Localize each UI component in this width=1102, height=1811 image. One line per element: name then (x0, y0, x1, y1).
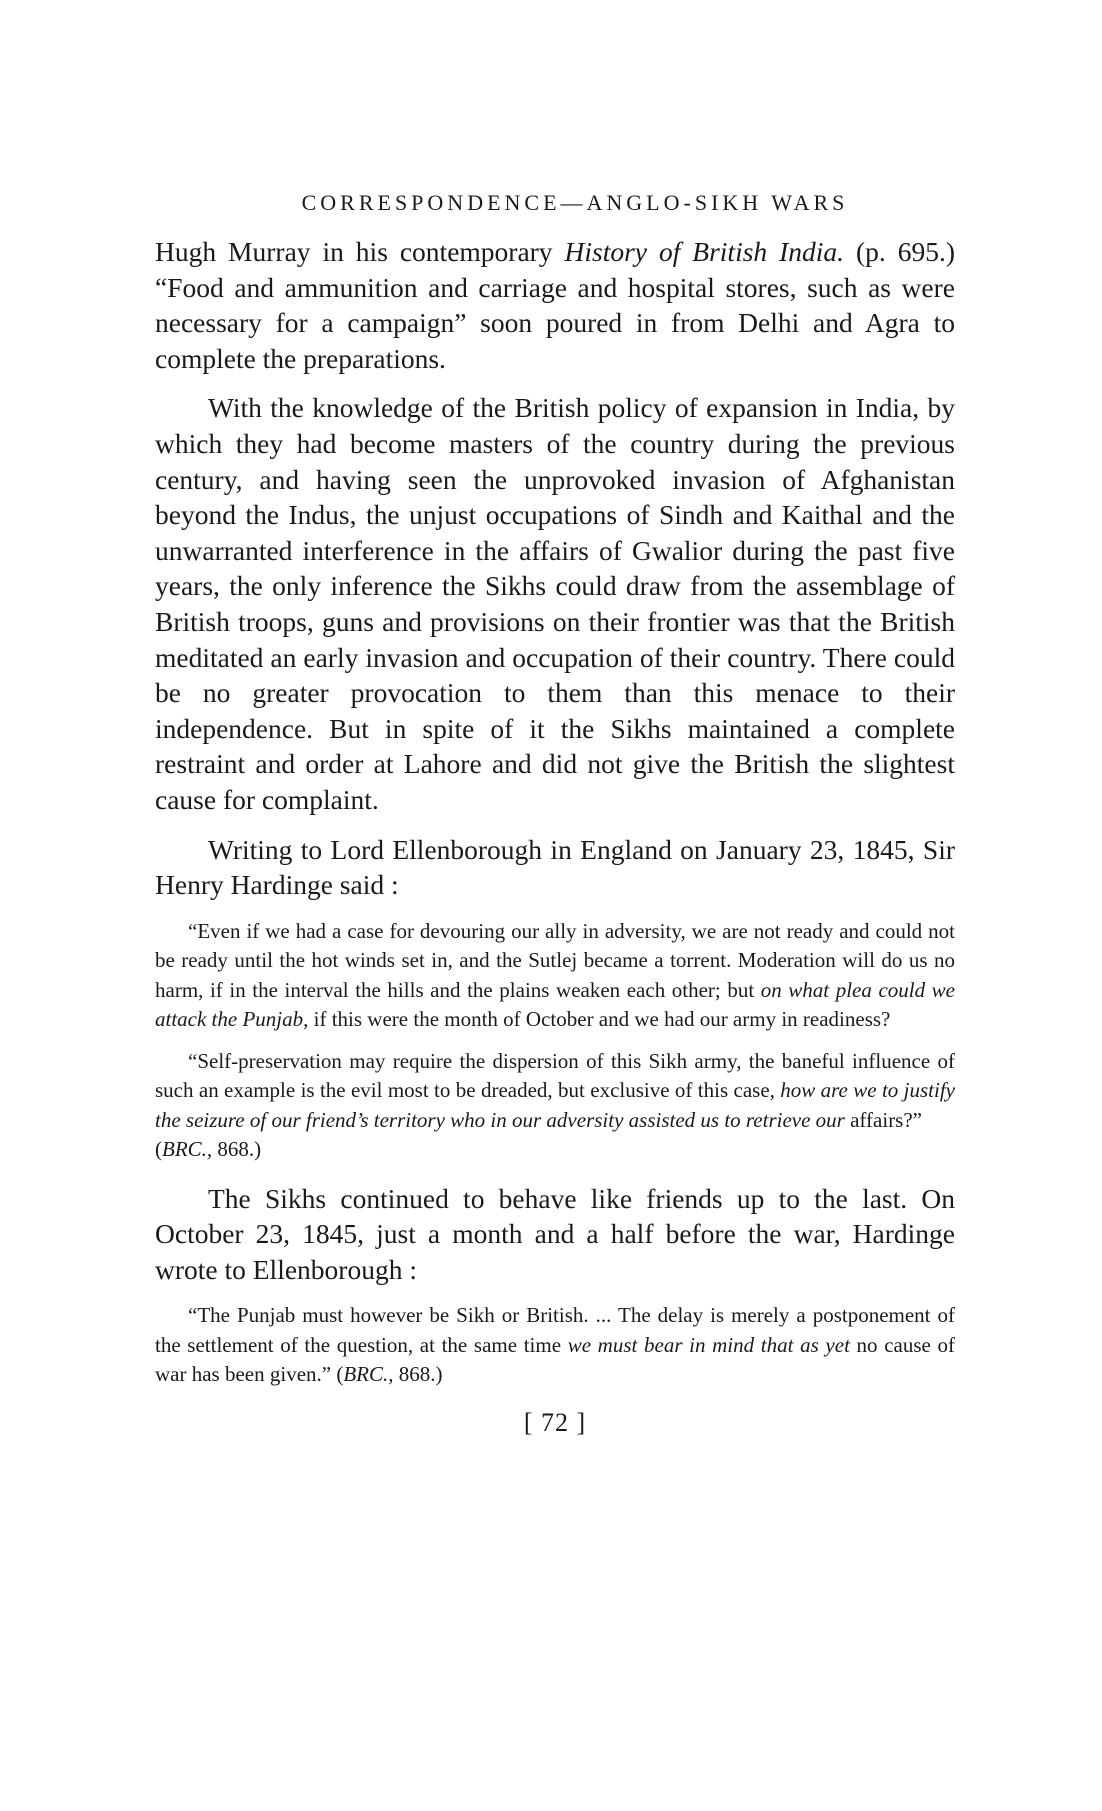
quote1-pre: “Even if we had a case for devouring our ally in adversity, we are not ready and could not be ready until the hot winds set in, and the Sutlej became a torrent. Moderation will do us no harm, if in the interval the hills and the plains weaken each other; but (155, 918, 955, 1002)
para1-post: (p. 695.) “Food and ammunition and carriage and hospital stores, such as were necessary for a campaign” soon poured in from Delhi and Agra to complete the preparations. (155, 236, 956, 374)
quote3-post: no cause of war has been given.” ( (155, 1332, 955, 1387)
quote-2 (155, 1047, 955, 1165)
paragraph-2: With the knowledge of the British policy of expansion in India, by which they had become masters of the country during the previous century, and having seen the unprovoked invasion of Afghanistan beyond the Indus, the unjust occupations of Sindh and Kaithal and the unwarranted interference in the affairs of Gwalior during the past five years, the only inference the Sikhs could draw from the assemblage of British troops, guns and provisions on their frontier was that the British meditated an early invasion and occupation of their country. There could be no greater provocation to them than this menace to their independence. But in spite of it the Sikhs maintained a complete restraint and order at Lahore and did not give the British the slightest cause for complaint. (155, 392, 955, 815)
quote-3 (155, 1301, 955, 1390)
quote1-post: if this were the month of October and we had our army in readiness? (308, 1007, 891, 1032)
quote1-italic: on what plea could we attack the Punjab, (155, 977, 955, 1032)
quote3-cite-italic: BRC., (343, 1362, 394, 1387)
quote-1 (155, 917, 955, 1035)
para1-pre: Hugh Murray in his contemporary (155, 236, 565, 267)
quote2-cite-rest: 868.) (212, 1137, 262, 1162)
quote3-pre: “The Punjab must however be Sikh or British. ... The delay is merely a postponement of the settlement of the question, at the same time (155, 1303, 955, 1357)
paragraph-1 (155, 234, 955, 376)
quote2-pre: “Self-preservation may require the dispersion of this Sikh army, the baneful influence of such an example is the evil most to be dreaded, but exclusive of this case, (155, 1048, 955, 1103)
paragraph-3: Writing to Lord Ellenborough in England on January 23, 1845, Sir Henry Hardinge said : (155, 833, 955, 901)
page (155, 190, 955, 1438)
quote2-cite-open: ( (155, 1137, 162, 1162)
running-head: CORRESPONDENCE—ANGLO-SIKH WARS (301, 190, 849, 215)
quote2-italic: how are we to justify the seizure of our friend’s territory who in our adversity assisted us to retrieve our (155, 1078, 955, 1132)
book-title: History of British India. (564, 236, 845, 267)
quote3-italic: we must bear in mind that as yet (567, 1332, 850, 1357)
page-number: [ 72 ] (523, 1407, 587, 1437)
quote2-post: affairs?” (844, 1107, 922, 1132)
paragraph-4: The Sikhs continued to behave like friends up to the last. On October 23, 1845, just a month and a half before the war, Hardinge wrote to Ellenborough : (155, 1182, 955, 1285)
quote3-cite-rest: 868.) (393, 1362, 443, 1387)
quote2-cite-italic: BRC., (162, 1137, 213, 1162)
